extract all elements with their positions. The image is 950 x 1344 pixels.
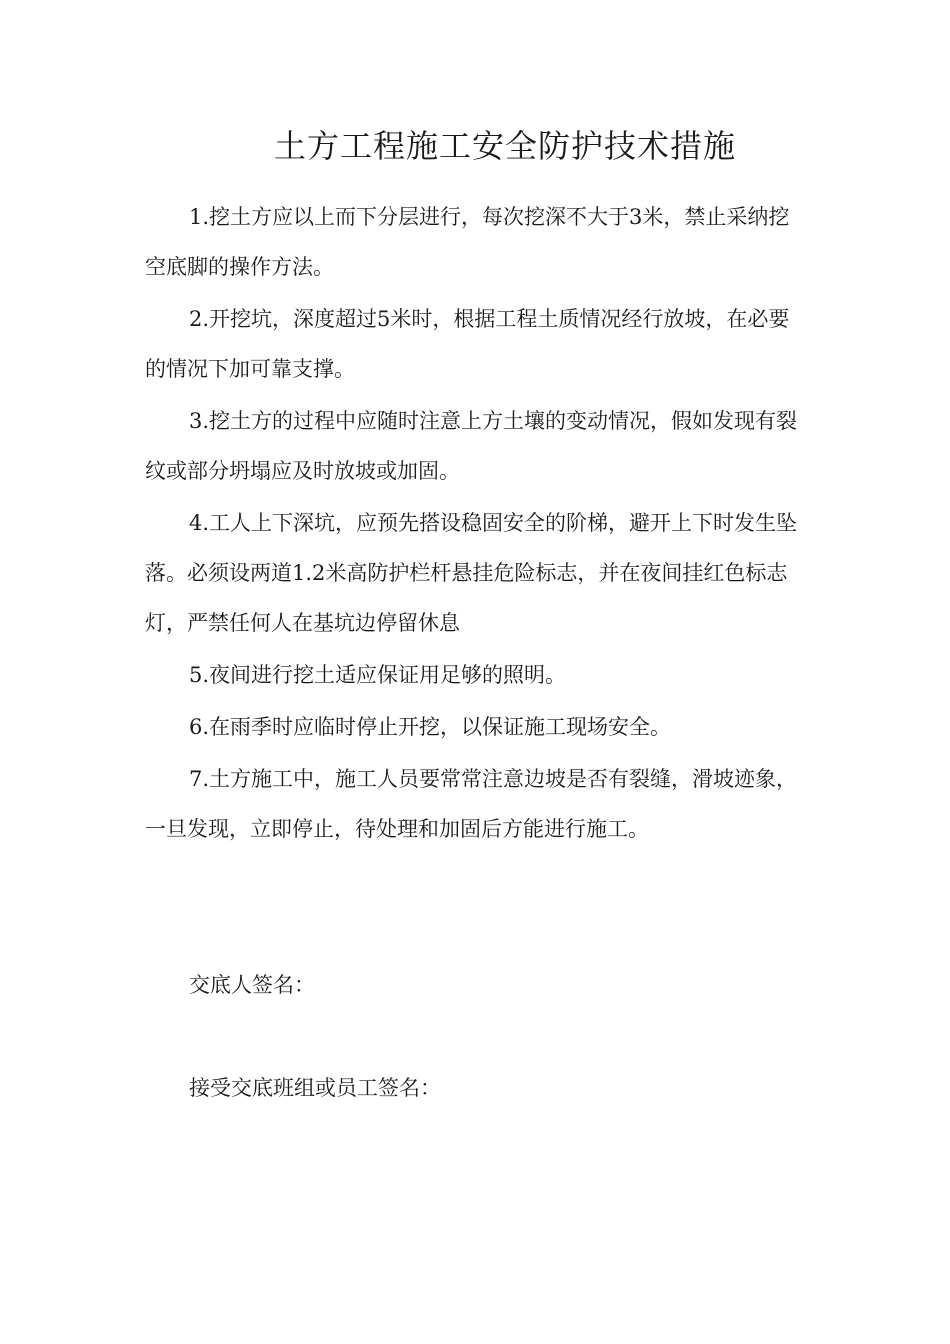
paragraph-1: 1.挖土方应以上而下分层进行，每次挖深不大于3米，禁止采纳挖空底脚的操作方法。 — [145, 205, 790, 279]
paragraph-3: 3.挖土方的过程中应随时注意上方土壤的变动情况，假如发现有裂纹或部分坍塌应及时放坡或加固。 — [145, 409, 798, 483]
briefer-signature-label: 交底人签名： — [189, 973, 315, 997]
paragraph-5: 5.夜间进行挖土适应保证用足够的照明。 — [189, 663, 567, 687]
receiver-signature-label: 接受交底班组或员工签名： — [189, 1076, 441, 1100]
paragraph-2: 2.开挖坑，深度超过5米时，根据工程土质情况经行放坡，在必要的情况下加可靠支撑。 — [145, 307, 790, 381]
document-body — [145, 192, 810, 856]
paragraph-7: 7.土方施工中，施工人员要常常注意边坡是否有裂缝，滑坡迹象，一旦发现，立即停止，待处理和加固后方能进行施工。 — [145, 767, 798, 841]
paragraph-6: 6.在雨季时应临时停止开挖，以保证施工现场安全。 — [189, 715, 672, 739]
paragraph-4: 4.工人上下深坑，应预先搭设稳固安全的阶梯，避开上下时发生坠落。必须设两道1.2米高防护栏杆悬挂危险标志，并在夜间挂红色标志灯，严禁任何人在基坑边停留休息 — [145, 511, 798, 635]
document-title: 土方工程施工安全防护技术措施 — [273, 127, 736, 165]
